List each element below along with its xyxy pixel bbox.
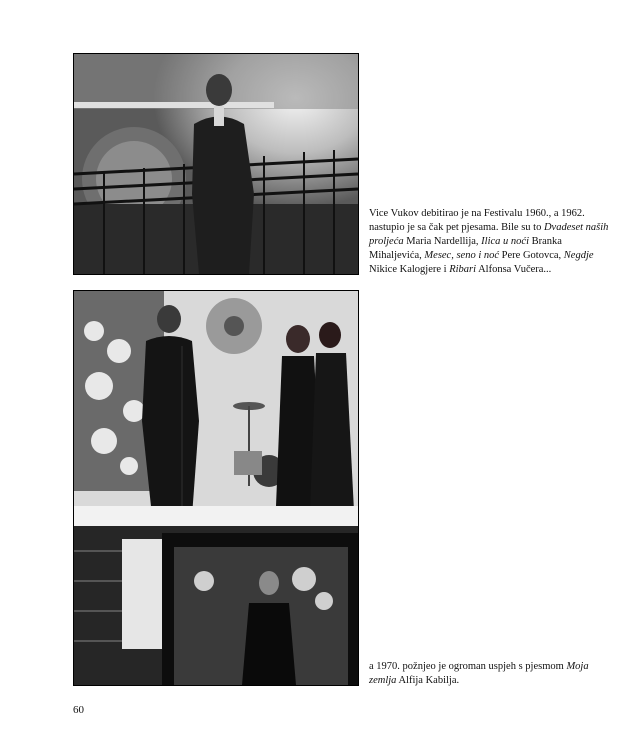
caption_top-run: Branka Mihaljevića, bbox=[369, 236, 562, 261]
caption-1970-success bbox=[369, 660, 609, 688]
caption_top-run: Ilica u noći bbox=[481, 236, 529, 247]
caption_top-run: Mesec, seno i noć bbox=[424, 250, 500, 261]
caption_top-run: Ribari bbox=[449, 264, 477, 275]
caption_bottom-run: Moja zemlja bbox=[369, 661, 589, 686]
photo-stage-performance bbox=[73, 290, 359, 686]
caption_top-run: Pere Gotovca, bbox=[499, 250, 564, 261]
caption_top-run: Dvadeset naših proljeća bbox=[369, 222, 609, 247]
caption_top-run: Alfonsa Vučera... bbox=[476, 264, 552, 275]
caption_top-run: Vice Vukov debitirao je na Festivalu 1960., a 1962. nastupio je sa čak pet pjesama. Bile su to bbox=[369, 208, 585, 233]
caption_top-run: Maria Nardellija, bbox=[403, 236, 482, 247]
caption_top-run: Negdje bbox=[563, 250, 594, 261]
caption_bottom-run: a 1970. požnjeo je ogroman uspjeh s pjesmom bbox=[369, 661, 567, 672]
caption-1962-festival bbox=[369, 207, 609, 277]
photo-singer-at-railing bbox=[73, 53, 359, 275]
page-number: 60 bbox=[73, 704, 84, 716]
caption_top-run: Nikice Kalogjere i bbox=[369, 264, 450, 275]
caption_bottom-run: Alfija Kabilja. bbox=[396, 675, 460, 686]
